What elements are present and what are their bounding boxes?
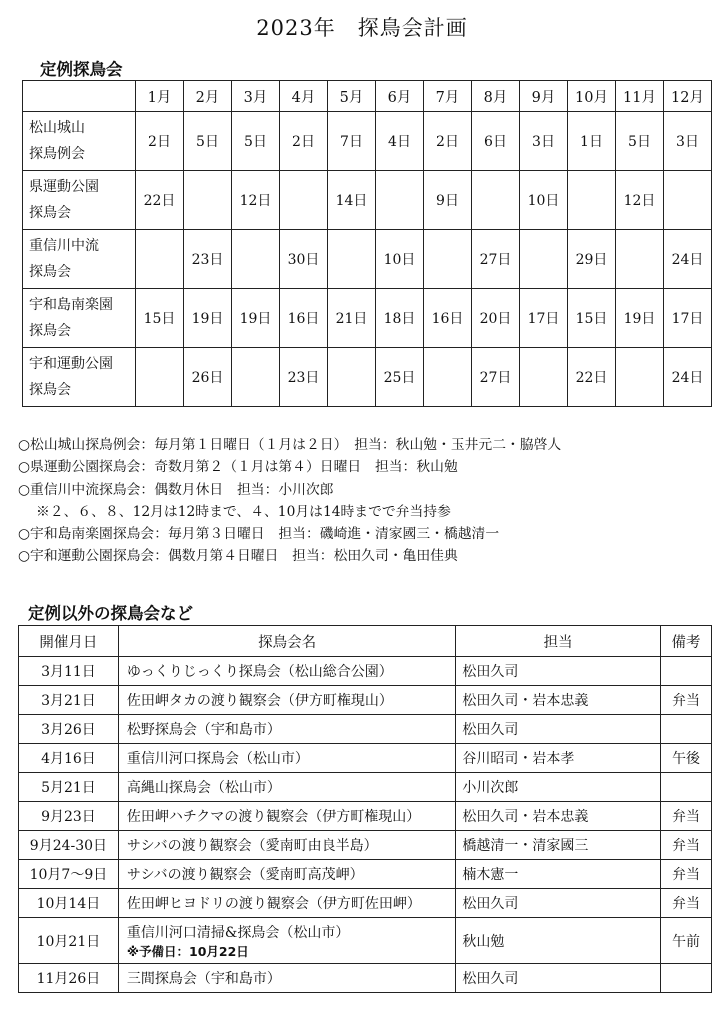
event-name (118, 657, 455, 686)
events-table (18, 625, 712, 993)
event-name-line1: 松山城山 (29, 120, 85, 136)
event-staff: 秋山勉 (456, 918, 661, 964)
date-cell (520, 230, 568, 289)
event-date: 5月21日 (19, 773, 119, 802)
event-staff: 松田久司 (456, 657, 661, 686)
date-cell: 15日 (136, 289, 184, 348)
event-date: 10月14日 (19, 889, 119, 918)
event-row (19, 744, 712, 773)
event-name-cell (23, 289, 136, 348)
date-cell: 5日 (232, 112, 280, 171)
date-cell: 27日 (472, 348, 520, 407)
date-cell (616, 348, 664, 407)
date-cell: 17日 (664, 289, 712, 348)
event-note: 弁当 (661, 860, 712, 889)
event-staff: 松田久司・岩本忠義 (456, 686, 661, 715)
date-cell: 30日 (280, 230, 328, 289)
date-cell: 27日 (472, 230, 520, 289)
event-title: 重信川河口探鳥会（松山市） (126, 751, 309, 767)
event-row (19, 686, 712, 715)
month-header: 5月 (328, 81, 376, 112)
regular-notes (18, 434, 561, 568)
event-name-line2: 探鳥例会 (29, 146, 85, 162)
month-header: 10月 (568, 81, 616, 112)
events-header-row (19, 626, 712, 657)
month-header: 6月 (376, 81, 424, 112)
month-header-row (23, 81, 712, 112)
date-cell: 16日 (280, 289, 328, 348)
event-name (118, 715, 455, 744)
schedule-row (23, 112, 712, 171)
event-staff: 橋越清一・清家國三 (456, 831, 661, 860)
regular-schedule-table (22, 80, 712, 407)
date-cell: 16日 (424, 289, 472, 348)
date-cell (424, 230, 472, 289)
event-name (118, 744, 455, 773)
event-name (118, 889, 455, 918)
event-backup-date: ※予備日：10月22日 (126, 943, 249, 959)
month-header: 3月 (232, 81, 280, 112)
event-name-cell (23, 348, 136, 407)
event-date: 11月26日 (19, 964, 119, 993)
date-cell: 15日 (568, 289, 616, 348)
month-header: 1月 (136, 81, 184, 112)
event-title: 重信川河口清掃&探鳥会（松山市） (126, 924, 350, 941)
date-cell (136, 230, 184, 289)
date-cell: 19日 (232, 289, 280, 348)
event-name-cell (23, 112, 136, 171)
page-title: 2023年 探鳥会計画 (256, 16, 468, 40)
date-cell: 22日 (136, 171, 184, 230)
event-title: 佐田岬タカの渡り観察会（伊方町権現山） (126, 693, 393, 709)
event-staff: 楠木憲一 (456, 860, 661, 889)
date-cell: 2日 (280, 112, 328, 171)
event-date: 3月26日 (19, 715, 119, 744)
event-name-line2: 探鳥会 (29, 323, 71, 339)
month-header: 12月 (664, 81, 712, 112)
event-title: サシバの渡り観察会（愛南町由良半島） (126, 838, 378, 854)
date-cell: 24日 (664, 230, 712, 289)
date-cell: 23日 (280, 348, 328, 407)
event-name (118, 964, 455, 993)
month-header: 11月 (616, 81, 664, 112)
event-note: 弁当 (661, 889, 712, 918)
date-cell: 20日 (472, 289, 520, 348)
date-cell (664, 171, 712, 230)
date-cell (184, 171, 232, 230)
event-name (118, 802, 455, 831)
event-name-line2: 探鳥会 (29, 264, 71, 280)
schedule-row (23, 171, 712, 230)
date-cell: 21日 (328, 289, 376, 348)
event-staff: 小川次郎 (456, 773, 661, 802)
event-note: 弁当 (661, 802, 712, 831)
date-cell (328, 230, 376, 289)
month-header: 8月 (472, 81, 520, 112)
date-cell (520, 348, 568, 407)
date-cell: 2日 (424, 112, 472, 171)
date-cell: 2日 (136, 112, 184, 171)
date-cell: 7日 (328, 112, 376, 171)
event-title: 三間探鳥会（宇和島市） (126, 971, 281, 987)
event-title: 佐田岬ヒヨドリの渡り観察会（伊方町佐田岬） (126, 896, 421, 912)
event-date: 4月16日 (19, 744, 119, 773)
event-note (661, 715, 712, 744)
date-cell: 1日 (568, 112, 616, 171)
event-staff: 松田久司 (456, 715, 661, 744)
date-cell: 19日 (616, 289, 664, 348)
event-name (118, 860, 455, 889)
regular-section-heading: 定例探鳥会 (40, 60, 123, 79)
event-title: 高縄山探鳥会（松山市） (126, 780, 281, 796)
event-row (19, 860, 712, 889)
date-cell (376, 171, 424, 230)
month-header: 9月 (520, 81, 568, 112)
note-line: ○重信川中流探鳥会：偶数月休日 担当：小川次郎 (18, 481, 334, 498)
date-cell: 19日 (184, 289, 232, 348)
note-line: ○県運動公園探鳥会：奇数月第２（１月は第４）日曜日 担当：秋山勉 (18, 459, 458, 476)
event-title: サシバの渡り観察会（愛南町高茂岬） (126, 867, 364, 883)
event-staff: 松田久司・岩本忠義 (456, 802, 661, 831)
date-cell: 29日 (568, 230, 616, 289)
date-cell (280, 171, 328, 230)
month-header: 4月 (280, 81, 328, 112)
event-staff: 松田久司 (456, 964, 661, 993)
event-row (19, 831, 712, 860)
date-cell (616, 230, 664, 289)
date-cell: 9日 (424, 171, 472, 230)
event-title: ゆっくりじっくり探鳥会（松山総合公園） (126, 664, 393, 680)
event-note (661, 964, 712, 993)
event-row (19, 715, 712, 744)
col-header-name: 探鳥会名 (118, 626, 455, 657)
event-note: 午後 (661, 744, 712, 773)
date-cell: 5日 (616, 112, 664, 171)
date-cell: 23日 (184, 230, 232, 289)
event-name-line1: 宇和島南楽園 (29, 297, 113, 313)
event-date: 3月21日 (19, 686, 119, 715)
event-row (19, 657, 712, 686)
date-cell: 14日 (328, 171, 376, 230)
event-row (19, 773, 712, 802)
event-date: 9月24-30日 (19, 831, 119, 860)
date-cell: 4日 (376, 112, 424, 171)
event-staff: 松田久司 (456, 889, 661, 918)
date-cell: 18日 (376, 289, 424, 348)
schedule-row (23, 230, 712, 289)
event-note: 弁当 (661, 686, 712, 715)
event-name-line2: 探鳥会 (29, 382, 71, 398)
date-cell: 10日 (376, 230, 424, 289)
date-cell: 6日 (472, 112, 520, 171)
note-line: ○宇和島南楽園探鳥会：毎月第３日曜日 担当：磯崎進・清家國三・橋越清一 (18, 526, 500, 543)
month-header: 2月 (184, 81, 232, 112)
schedule-row (23, 289, 712, 348)
corner-cell (23, 81, 136, 112)
date-cell: 25日 (376, 348, 424, 407)
date-cell: 5日 (184, 112, 232, 171)
event-name-cell (23, 230, 136, 289)
event-date: 9月23日 (19, 802, 119, 831)
event-name-cell (23, 171, 136, 230)
date-cell (232, 230, 280, 289)
event-name (118, 686, 455, 715)
col-header-date: 開催月日 (19, 626, 119, 657)
date-cell (328, 348, 376, 407)
date-cell: 12日 (616, 171, 664, 230)
date-cell: 3日 (664, 112, 712, 171)
event-row (19, 802, 712, 831)
date-cell: 12日 (232, 171, 280, 230)
event-date: 3月11日 (19, 657, 119, 686)
month-header: 7月 (424, 81, 472, 112)
event-title: 佐田岬ハチクマの渡り観察会（伊方町権現山） (126, 809, 421, 825)
event-name (118, 918, 455, 964)
event-name (118, 773, 455, 802)
date-cell: 26日 (184, 348, 232, 407)
event-name (118, 831, 455, 860)
event-date: 10月7〜9日 (19, 860, 119, 889)
event-name-line1: 宇和運動公園 (29, 356, 113, 372)
event-row (19, 889, 712, 918)
note-line: ○松山城山探鳥例会：毎月第１日曜日（１月は２日） 担当：秋山勉・玉井元二・脇啓人 (18, 437, 562, 453)
date-cell: 24日 (664, 348, 712, 407)
events-section-heading: 定例以外の探鳥会など (28, 604, 193, 623)
date-cell: 17日 (520, 289, 568, 348)
event-date: 10月21日 (19, 918, 119, 964)
date-cell: 10日 (520, 171, 568, 230)
event-note: 午前 (661, 918, 712, 964)
date-cell (472, 171, 520, 230)
event-staff: 谷川昭司・岩本孝 (456, 744, 661, 773)
note-line: ※２、６、８、12月は12時まで、４、10月は14時までで弁当持参 (36, 503, 451, 520)
event-note (661, 773, 712, 802)
event-row (19, 964, 712, 993)
note-line: ○宇和運動公園探鳥会：偶数月第４日曜日 担当：松田久司・亀田佳典 (18, 548, 458, 565)
date-cell: 22日 (568, 348, 616, 407)
event-name-line1: 重信川中流 (29, 238, 99, 254)
event-row (19, 918, 712, 964)
event-name-line2: 探鳥会 (29, 205, 71, 221)
date-cell (568, 171, 616, 230)
col-header-note: 備考 (661, 626, 712, 657)
date-cell (424, 348, 472, 407)
col-header-staff: 担当 (456, 626, 661, 657)
schedule-row (23, 348, 712, 407)
date-cell (232, 348, 280, 407)
event-name-line1: 県運動公園 (29, 179, 99, 195)
date-cell (136, 348, 184, 407)
date-cell: 3日 (520, 112, 568, 171)
event-note (661, 657, 712, 686)
event-title: 松野探鳥会（宇和島市） (126, 722, 281, 738)
event-note: 弁当 (661, 831, 712, 860)
